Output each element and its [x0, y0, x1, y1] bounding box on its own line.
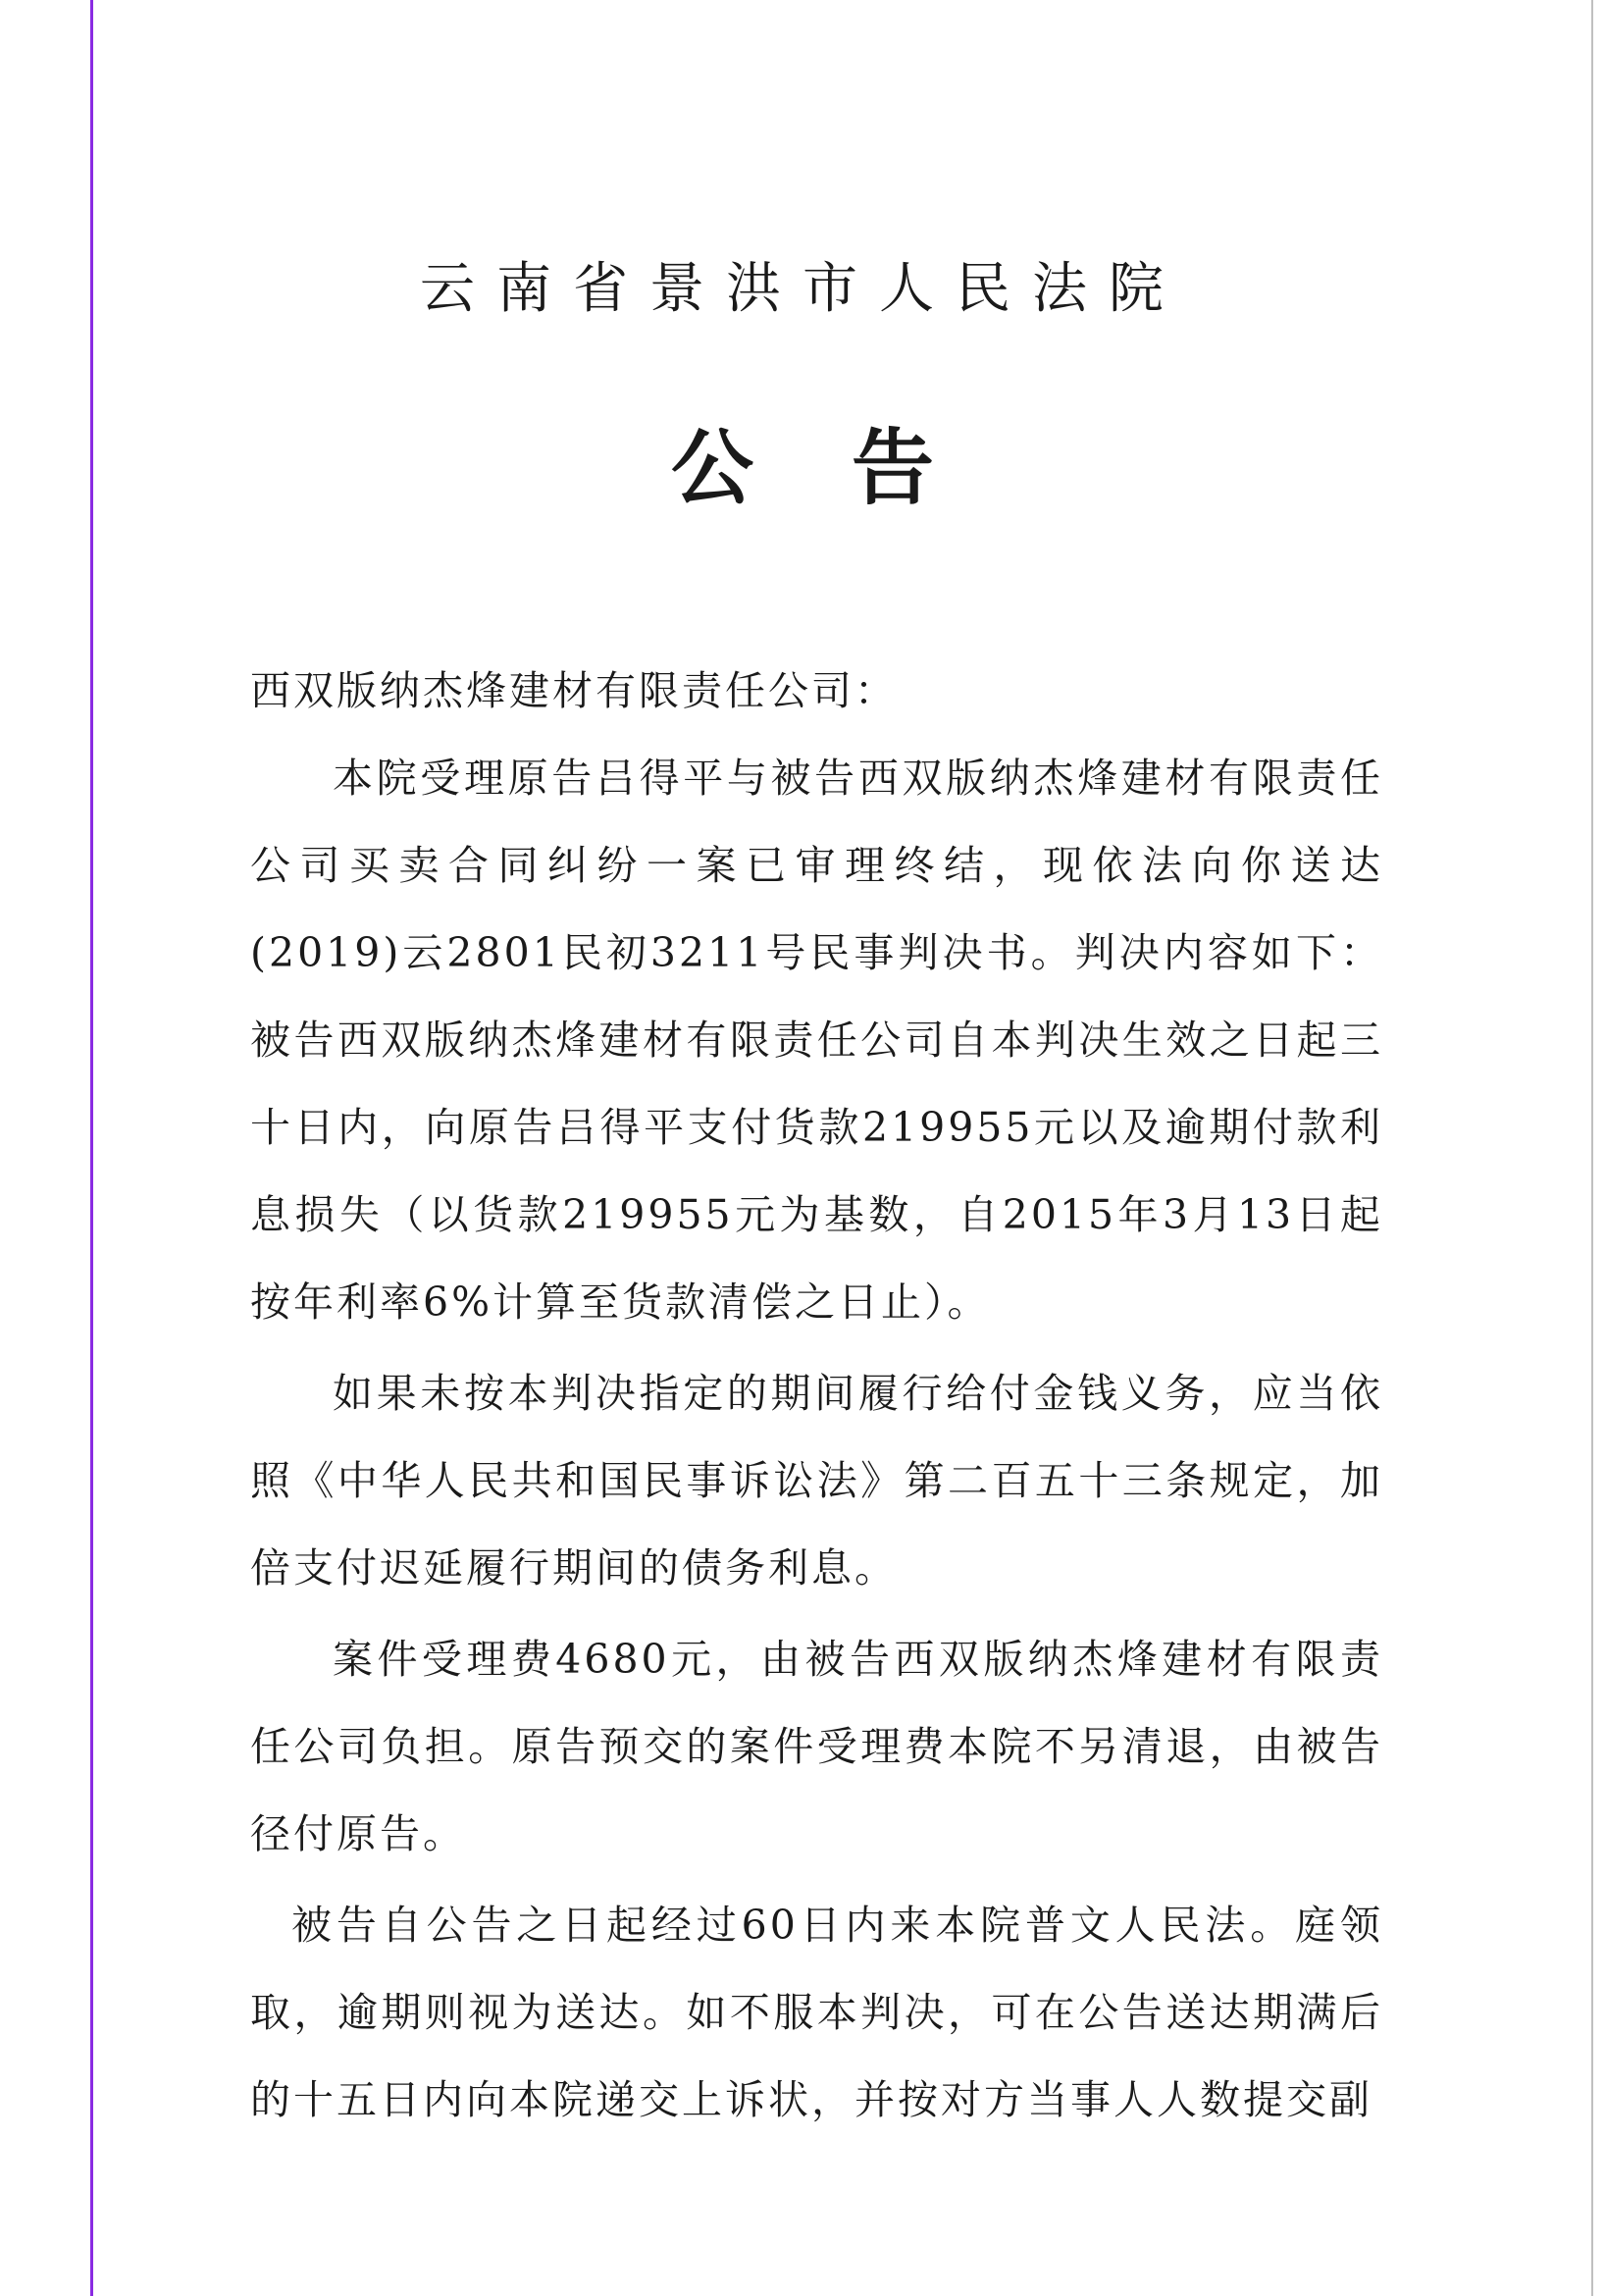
salutation: 西双版纳杰烽建材有限责任公司：: [250, 667, 898, 714]
service-appeal-paragraph: 被告自公告之日起经过60日内来本院普文人民法。庭领取，逾期则视为送达。如不服本判决，可在公告送达期满后的十五日内向本院递交上诉状，并按对方当事人人数提交副: [250, 1902, 1383, 2123]
left-margin-line: [90, 0, 93, 2296]
right-edge-line: [1591, 0, 1593, 2296]
notice-title: 公告: [670, 420, 1032, 516]
court-fee-paragraph: 案件受理费4680元，由被告西双版纳杰烽建材有限责任公司负担。原告预交的案件受理费本院不另清退，由被告径付原告。: [250, 1636, 1383, 1857]
delay-interest-paragraph: 如果未按本判决指定的期间履行给付金钱义务，应当依照《中华人民共和国民事诉讼法》第二百五十三条规定，加倍支付迟延履行期间的债务利息。: [250, 1370, 1383, 1592]
judgment-paragraph: 本院受理原告吕得平与被告西双版纳杰烽建材有限责任公司买卖合同纠纷一案已审理终结，现依法向你送达(2019)云2801民初3211号民事判决书。判决内容如下：被告西双版纳杰烽建材有限责任公司自本判决生效之日起三十日内，向原告吕得平支付货款219955元以及逾期付款利息损失（以货款219955元为基数，自2015年3月13日起按年利率6%计算至货款清偿之日止）。: [250, 755, 1383, 1326]
notice-body: [250, 648, 1383, 2144]
court-name-heading: 云南省景洪市人民法院: [420, 257, 1185, 321]
